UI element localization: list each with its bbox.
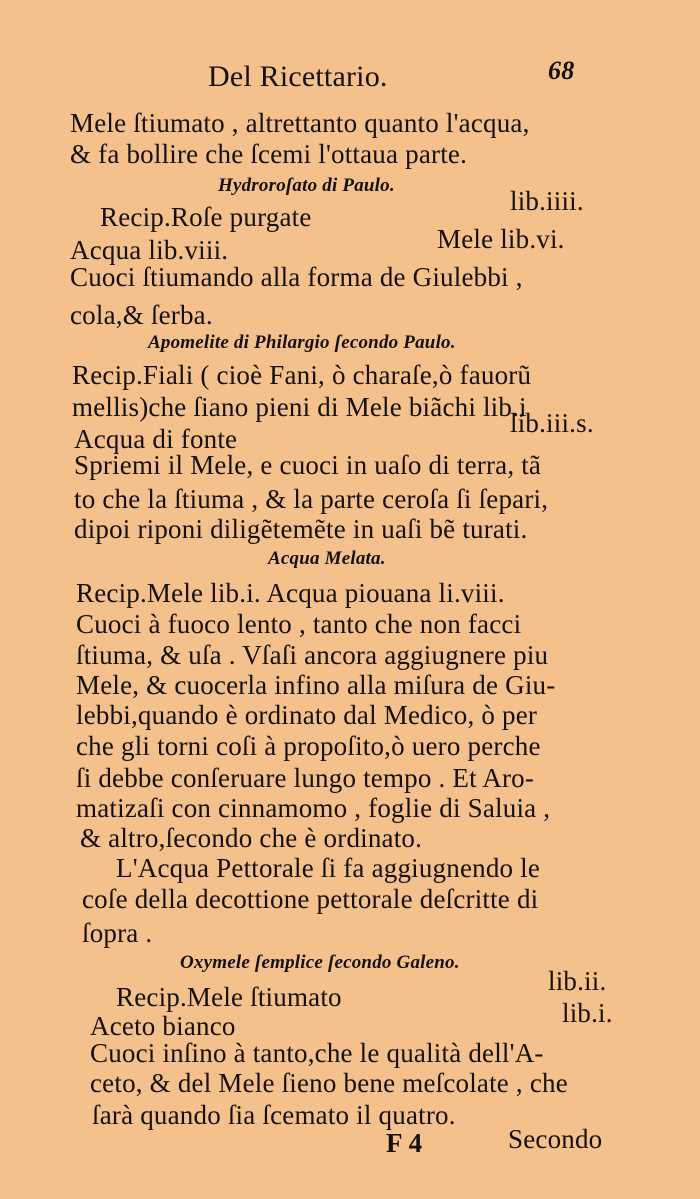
text-line: coſe della decottione pettorale deſcritte di bbox=[82, 884, 539, 914]
text-line: Mele lib.vi. bbox=[437, 224, 565, 254]
text-line: L'Acqua Pettorale ſi fa aggiugnendo le bbox=[116, 853, 541, 883]
text-line: ceto, & del Mele ſieno bene meſcolate , che bbox=[90, 1068, 568, 1098]
text-line: ſarà quando ſia ſcemato il quatro. bbox=[92, 1100, 456, 1130]
text-line: mellis)che ſiano pieni di Mele biãchi lib.i bbox=[72, 392, 527, 422]
text-line: lib.iii.s. bbox=[510, 408, 594, 438]
text-line: ſopra . bbox=[82, 918, 153, 948]
recipe-heading: Acqua Melata. bbox=[268, 548, 386, 569]
catchword: Secondo bbox=[508, 1124, 603, 1154]
text-line: Recip.Roſe purgate bbox=[100, 202, 312, 232]
text-line: ſi debbe conſeruare lungo tempo . Et Aro- bbox=[76, 763, 535, 793]
text-line: Recip.Mele lib.i. Acqua piouana li.viii. bbox=[76, 578, 505, 608]
text-line: Cuoci inſino à tanto,che le qualità dell'A- bbox=[90, 1038, 544, 1068]
text-line: lib.ii. bbox=[548, 966, 607, 996]
text-line: Acqua di fonte bbox=[74, 424, 238, 454]
running-title: Del Ricettario. bbox=[208, 60, 388, 93]
text-line: matizaſi con cinnamomo , foglie di Saluia , bbox=[76, 793, 551, 823]
text-line: Acqua lib.viii. bbox=[70, 235, 229, 265]
text-line: lib.i. bbox=[562, 998, 613, 1028]
text-line: Mele, & cuocerla infino alla miſura de Giu- bbox=[76, 670, 556, 700]
recipe-heading: Apomelite di Philargio ſecondo Paulo. bbox=[148, 332, 456, 353]
text-line: Spriemi il Mele, e cuoci in uaſo di terra, tã bbox=[74, 450, 542, 480]
text-line: & fa bollire che ſcemi l'ottaua parte. bbox=[70, 139, 468, 169]
text-line: to che la ſtiuma , & la parte ceroſa ſi ſepari, bbox=[74, 484, 549, 514]
recipe-heading: Hydrоroſato di Paulo. bbox=[218, 175, 395, 196]
text-line: Cuoci ſtiumando alla forma de Giulebbi , bbox=[70, 262, 523, 292]
text-line: Mele ſtiumato , altrettanto quanto l'acqua, bbox=[70, 108, 530, 138]
text-line: lib.iiii. bbox=[510, 186, 584, 216]
text-line: dipoi riponi diligẽtemẽte in uaſi bẽ turati. bbox=[74, 514, 528, 544]
text-line: lebbi,quando è ordinato dal Medico, ò per bbox=[76, 700, 538, 730]
text-line: ſtiuma, & uſa . Vſaſi ancora aggiugnere piu bbox=[76, 640, 549, 670]
page-number: 68 bbox=[548, 56, 575, 85]
signature-mark: F 4 bbox=[386, 1128, 423, 1158]
text-line: che gli torni coſi à propoſito,ò uero perche bbox=[76, 731, 541, 761]
text-line: cola,& ſerba. bbox=[70, 300, 213, 330]
text-line: Cuoci à fuoco lento , tanto che non facci bbox=[76, 609, 522, 639]
text-line: Aceto bianco bbox=[90, 1011, 236, 1041]
text-line: Recip.Fiali ( cioè Fani, ò charaſe,ò fauorũ bbox=[72, 360, 532, 390]
text-line: Recip.Mele ſtiumato bbox=[116, 982, 342, 1012]
text-line: & altro,ſecondo che è ordinato. bbox=[80, 823, 423, 853]
recipe-heading: Oxymele ſemplice ſecondo Galeno. bbox=[180, 952, 460, 973]
